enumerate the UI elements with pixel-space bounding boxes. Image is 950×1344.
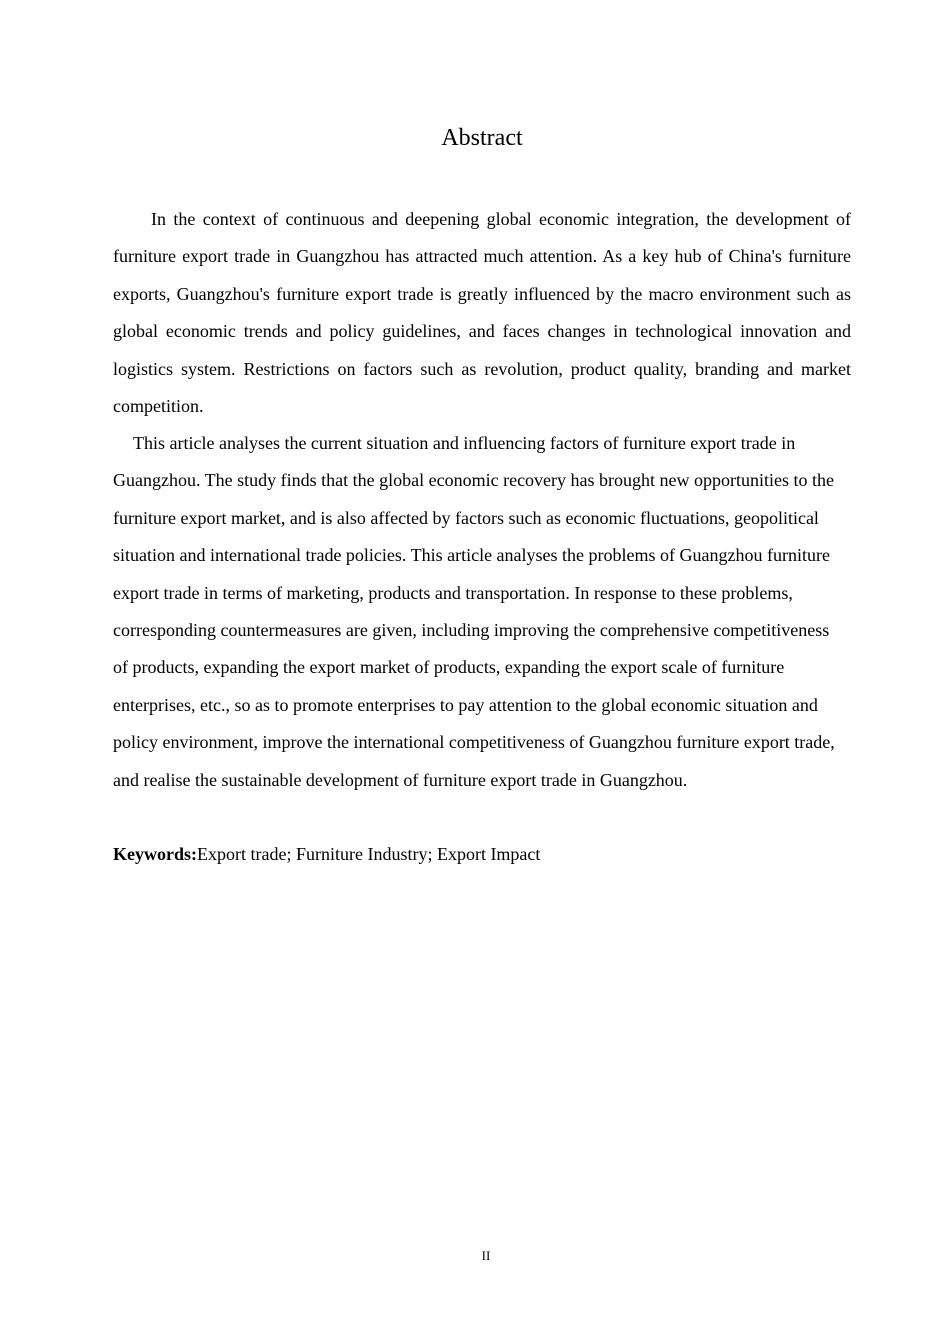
abstract-title: Abstract — [441, 125, 523, 151]
page-number: II — [481, 1248, 491, 1263]
keywords-line — [113, 836, 851, 873]
abstract-paragraph-2: This article analyses the current situation and influencing factors of furniture export trade in Guangzhou. The study finds that the global economic recovery has brought new opportunities to the furniture export market, and is also affected by factors such as economic fluctuations, geopolitical situation and international trade policies. This article analyses the problems of Guangzhou furniture export trade in terms of marketing, products and transportation. In response to these problems, corresponding countermeasures are given, including improving the comprehensive competitiveness of products, expanding the export market of products, expanding the export scale of furniture enterprises, etc., so as to promote enterprises to pay attention to the global economic situation and policy environment, improve the international competitiveness of Guangzhou furniture export trade, and realise the sustainable development of furniture export trade in Guangzhou. — [113, 433, 835, 790]
keywords-text: Export trade; Furniture Industry; Export Impact — [197, 844, 541, 864]
keywords-label: Keywords: — [113, 844, 197, 864]
abstract-paragraph-1: In the context of continuous and deepening global economic integration, the development of furniture export trade in Guangzhou has attracted much attention. As a key hub of China's furniture exports, Guangzhou's furniture export trade is greatly influenced by the macro environment such as global economic trends and policy guidelines, and faces changes in technological innovation and logistics system. Restrictions on factors such as revolution, product quality, branding and market competition. — [113, 209, 851, 417]
